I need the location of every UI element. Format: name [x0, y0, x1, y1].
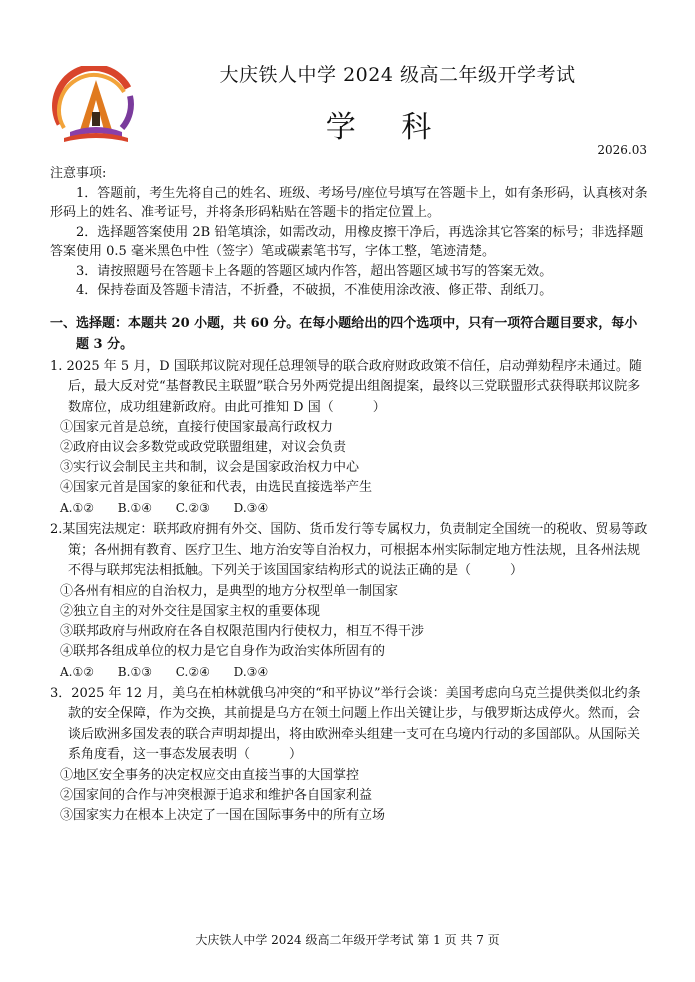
note-item: 1．答题前，考生先将自己的姓名、班级、考场号/座位号填写在答题卡上，如有条形码，认真核对条形码上的姓名、准考证号，并将条形码粘贴在答题卡的指定位置上。 [50, 185, 648, 220]
note-item: 3．请按照题号在答题卡上各题的答题区域内作答，超出答题区域书写的答案无效。 [76, 263, 553, 279]
question-3-option: ③国家实力在根本上决定了一国在国际事务中的所有立场 [60, 807, 386, 823]
question-3-stem: 3．2025 年 12 月，美乌在柏林就俄乌冲突的“和平协议”举行会谈：美国考虑向乌克兰提供类似北约条款的安全保障，作为交换，其前提是乌方在领土问题上作出关键让步，与俄罗斯达成停火。然而，会谈后欧洲多国发表的联合声明却提出，将由欧洲牵头组建一支可在乌境内行动的多国部队。从国际关系角度看，这一事态发展表明（ ） [50, 685, 641, 762]
question-2-choices: A.①② B.①③ C.②④ D.③④ [60, 664, 269, 679]
note-item: 2．选择题答案使用 2B 铅笔填涂，如需改动，用橡皮擦干净后，再选涂其它答案的标号；非选择题答案使用 0.5 毫米黑色中性（签字）笔或碳素笔书写，字体工整，笔迹清楚。 [50, 224, 644, 259]
question-2-option: ②独立自主的对外交往是国家主权的重要体现 [60, 603, 321, 619]
question-2-option: ①各州有相应的自治权力，是典型的地方分权型单一制国家 [60, 583, 399, 599]
school-exam-title: 大庆铁人中学 2024 级高二年级开学考试 [219, 64, 576, 86]
question-1-option: ①国家元首是总统，直接行使国家最高行政权力 [60, 420, 334, 435]
note-item: 4．保持卷面及答题卡清洁，不折叠，不破损，不准使用涂改液、修正带、刮纸刀。 [76, 283, 553, 298]
question-1-stem: 1. 2025 年 5 月，D 国联邦议院对现任总理领导的联合政府财政政策不信任，启动弹劾程序未通过。随后，最大反对党“基督教民主联盟”联合另外两党提出组阁提案，最终以三党联盟形式获得联邦议院多数席位，成功组建新政府。由此可推知 D 国（ ） [50, 358, 642, 415]
subject-title: 学 科 [325, 110, 450, 145]
question-2-option: ③联邦政府与州政府在各自权限范围内行使权力，相互不得干涉 [60, 623, 425, 639]
exam-content [50, 164, 650, 826]
question-2-stem: 2.某国宪法规定：联邦政府拥有外交、国防、货币发行等专属权力，负责制定全国统一的税收、贸易等政策；各州拥有教育、医疗卫生、地方治安等自治权力，可根据本州实际制定地方性法规，且各州法规不得与联邦宪法相抵触。下列关于该国国家结构形式的说法正确的是（ ） [50, 522, 648, 578]
question-1-option: ③实行议会制民主共和制，议会是国家政治权力中心 [60, 460, 360, 475]
question-3-option: ②国家间的合作与冲突根源于追求和维护各自国家利益 [60, 787, 373, 803]
exam-date: 2026.03 [597, 143, 647, 157]
notes-title: 注意事项: [50, 166, 107, 181]
question-1-option: ④国家元首是国家的象征和代表，由选民直接选举产生 [60, 480, 373, 495]
page-footer: 大庆铁人中学 2024 级高二年级开学考试 第 1 页 共 7 页 [195, 933, 500, 947]
question-3-option: ①地区安全事务的决定权应交由直接当事的大国掌控 [60, 767, 360, 783]
question-1-choices: A.①② B.①④ C.②③ D.③④ [60, 501, 269, 515]
question-2-option: ④联邦各组成单位的权力是它自身作为政治实体所固有的 [60, 643, 386, 659]
question-1-option: ②政府由议会多数党或政党联盟组建，对议会负责 [60, 440, 347, 455]
section-title: 一、选择题：本题共 20 小题，共 60 分。在每小题给出的四个选项中，只有一项符合题目要求，每小题 3 分。 [50, 315, 638, 352]
